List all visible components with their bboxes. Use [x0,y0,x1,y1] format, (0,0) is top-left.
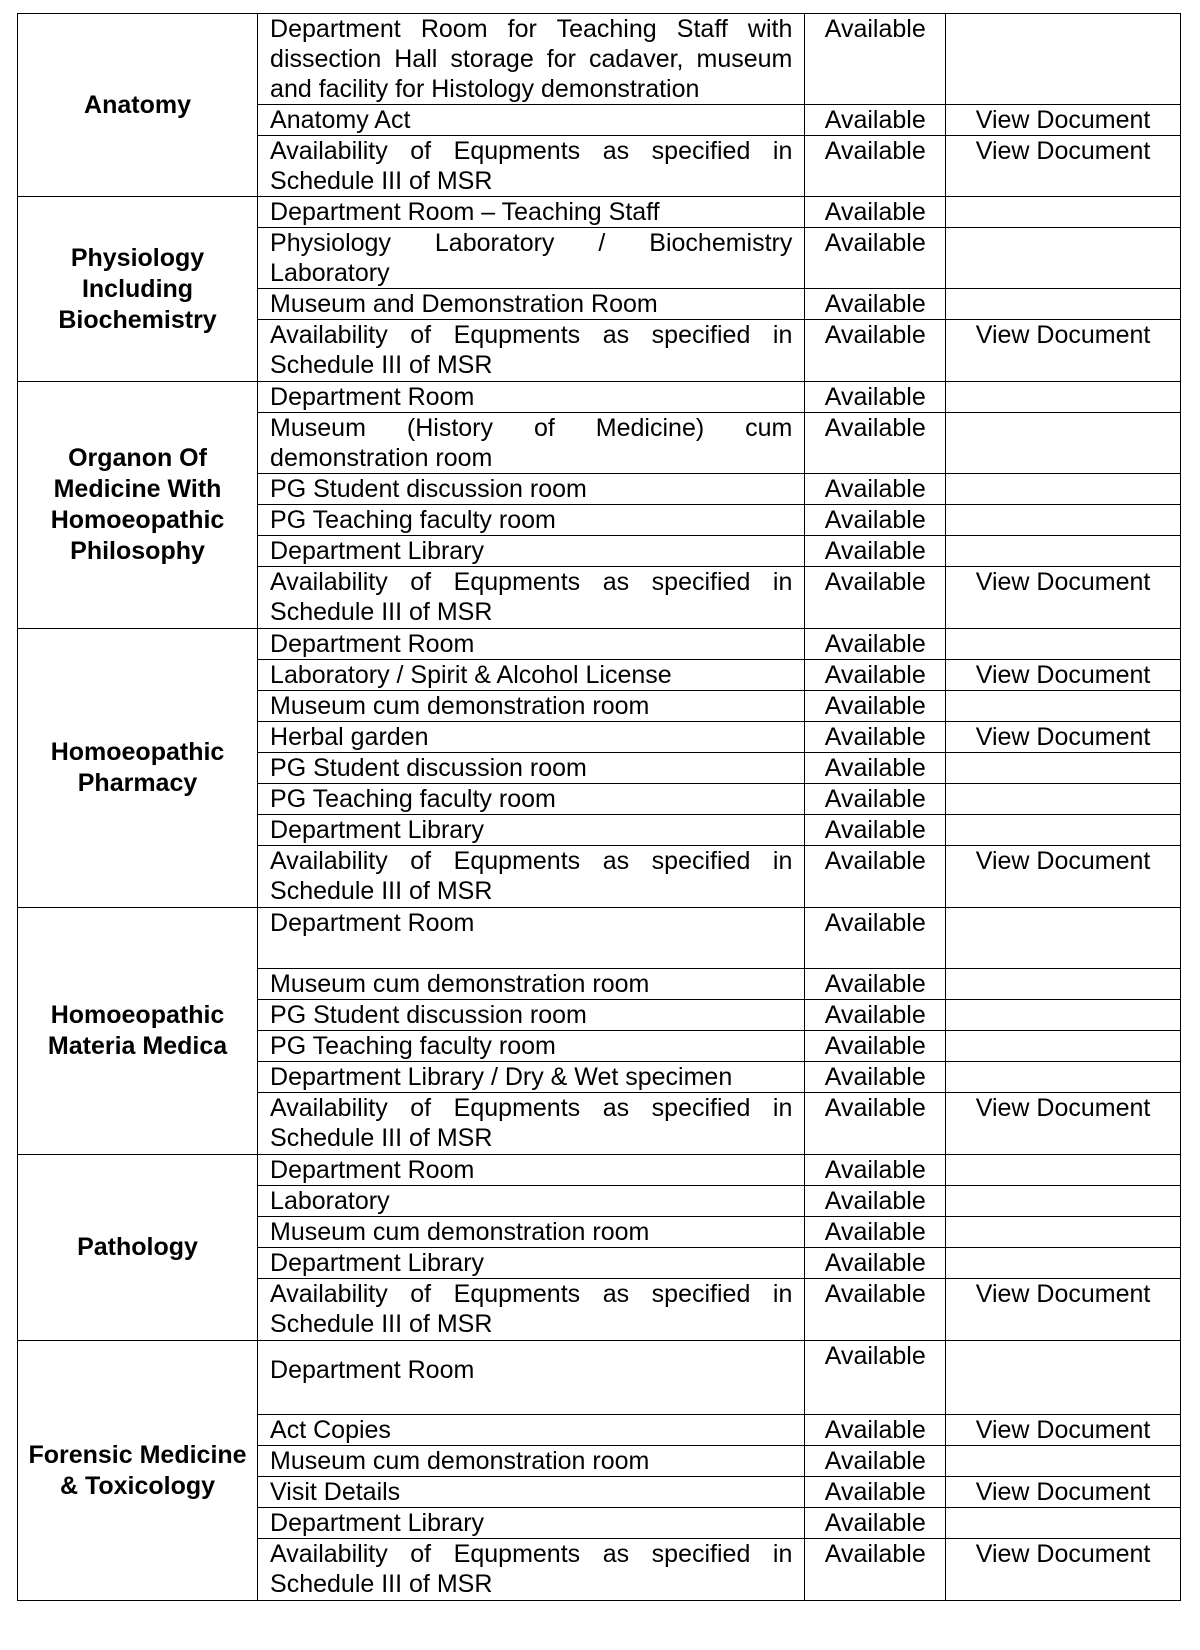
status-cell: Available [805,908,946,969]
status-cell: Available [805,846,946,908]
status-cell: Available [805,413,946,474]
document-cell [946,197,1181,228]
facility-cell: Department Room [258,1155,805,1186]
view-document-link[interactable]: View Document [975,137,1151,165]
facility-cell: Department Room [258,629,805,660]
view-document-link[interactable]: View Document [975,847,1151,875]
status-cell: Available [805,1217,946,1248]
status-cell: Available [805,1539,946,1601]
document-cell [946,1539,1181,1601]
document-cell [946,722,1181,753]
facility-cell: Laboratory / Spirit & Alcohol License [258,660,805,691]
facility-cell: PG Teaching faculty room [258,784,805,815]
document-cell [946,1415,1181,1446]
document-cell [946,289,1181,320]
facility-cell: Department Library [258,1248,805,1279]
view-document-link[interactable]: View Document [975,1280,1151,1308]
status-cell: Available [805,320,946,382]
status-cell: Available [805,14,946,105]
facility-cell: Department Room for Teaching Staff with dissection Hall storage for cadaver, museum and facility for Histology demonstration [258,14,805,105]
document-cell [946,1446,1181,1477]
document-cell [946,228,1181,289]
facility-cell: Department Room [258,908,805,969]
facility-cell: PG Student discussion room [258,474,805,505]
table-row [18,908,1181,969]
facilities-table [17,13,1181,1601]
facility-cell: Anatomy Act [258,105,805,136]
status-cell: Available [805,1508,946,1539]
facility-cell: Act Copies [258,1415,805,1446]
status-cell: Available [805,474,946,505]
status-cell: Available [805,1155,946,1186]
view-document-link[interactable]: View Document [975,106,1151,134]
document-cell [946,413,1181,474]
document-cell [946,474,1181,505]
facility-cell: Department Library [258,815,805,846]
status-cell: Available [805,1415,946,1446]
status-cell: Available [805,1031,946,1062]
document-cell [946,1000,1181,1031]
document-cell [946,908,1181,969]
facility-cell: Availability of Equpments as specified in Schedule III of MSR [258,136,805,197]
status-cell: Available [805,289,946,320]
facility-cell: Museum (History of Medicine) cum demonstration room [258,413,805,474]
status-cell: Available [805,1062,946,1093]
facility-cell: Physiology Laboratory / Biochemistry Laboratory [258,228,805,289]
department-name: Anatomy [18,14,258,197]
status-cell: Available [805,136,946,197]
facility-cell: Availability of Equpments as specified in Schedule III of MSR [258,1093,805,1155]
document-cell [946,14,1181,105]
facility-cell: Department Library / Dry & Wet specimen [258,1062,805,1093]
facility-cell: PG Teaching faculty room [258,1031,805,1062]
department-name: Organon Of Medicine With Homoeopathic Philosophy [18,382,258,629]
document-cell [946,846,1181,908]
view-document-link[interactable]: View Document [975,1094,1151,1122]
document-cell [946,567,1181,629]
status-cell: Available [805,722,946,753]
document-cell [946,505,1181,536]
facility-cell: Herbal garden [258,722,805,753]
view-document-link[interactable]: View Document [975,661,1151,689]
status-cell: Available [805,228,946,289]
facility-cell: PG Teaching faculty room [258,505,805,536]
document-cell [946,1248,1181,1279]
facility-cell: Museum and Demonstration Room [258,289,805,320]
document-cell [946,1508,1181,1539]
view-document-link[interactable]: View Document [975,1416,1151,1444]
view-document-link[interactable]: View Document [975,321,1151,349]
facility-cell: Department Library [258,536,805,567]
facility-cell: Department Room – Teaching Staff [258,197,805,228]
document-cell [946,536,1181,567]
facility-cell: Availability of Equpments as specified in Schedule III of MSR [258,1539,805,1601]
status-cell: Available [805,197,946,228]
facility-cell: Department Room [258,1341,805,1415]
status-cell: Available [805,660,946,691]
table-row [18,197,1181,228]
document-cell [946,629,1181,660]
document-cell [946,136,1181,197]
facility-cell: Museum cum demonstration room [258,691,805,722]
document-cell [946,815,1181,846]
status-cell: Available [805,1279,946,1341]
status-cell: Available [805,753,946,784]
document-cell [946,1093,1181,1155]
facility-cell: PG Student discussion room [258,1000,805,1031]
status-cell: Available [805,629,946,660]
document-cell [946,1155,1181,1186]
status-cell: Available [805,1186,946,1217]
facility-cell: Availability of Equpments as specified in Schedule III of MSR [258,846,805,908]
view-document-link[interactable]: View Document [975,568,1151,596]
document-cell [946,382,1181,413]
status-cell: Available [805,1093,946,1155]
status-cell: Available [805,536,946,567]
status-cell: Available [805,105,946,136]
status-cell: Available [805,784,946,815]
document-cell [946,1341,1181,1415]
document-cell [946,1031,1181,1062]
table-row [18,1341,1181,1415]
facility-cell: Department Library [258,1508,805,1539]
document-cell [946,320,1181,382]
facility-cell: Availability of Equpments as specified in Schedule III of MSR [258,567,805,629]
department-name: Homoeopathic Materia Medica [18,908,258,1155]
document-cell [946,1186,1181,1217]
department-name: Pathology [18,1155,258,1341]
status-cell: Available [805,567,946,629]
document-cell [946,1279,1181,1341]
status-cell: Available [805,1477,946,1508]
facility-cell: Department Room [258,382,805,413]
status-cell: Available [805,505,946,536]
document-cell [946,105,1181,136]
document-cell [946,1477,1181,1508]
facility-cell: Visit Details [258,1477,805,1508]
document-cell [946,753,1181,784]
status-cell: Available [805,1341,946,1415]
facility-cell: PG Student discussion room [258,753,805,784]
status-cell: Available [805,691,946,722]
department-name: Physiology Including Biochemistry [18,197,258,382]
facility-cell: Museum cum demonstration room [258,1446,805,1477]
document-cell [946,969,1181,1000]
table-row [18,382,1181,413]
facility-cell: Availability of Equpments as specified in Schedule III of MSR [258,320,805,382]
table-row [18,629,1181,660]
document-cell [946,1062,1181,1093]
status-cell: Available [805,382,946,413]
document-cell [946,784,1181,815]
table-body [18,14,1181,1601]
status-cell: Available [805,815,946,846]
status-cell: Available [805,1446,946,1477]
department-name: Homoeopathic Pharmacy [18,629,258,908]
status-cell: Available [805,1000,946,1031]
facility-cell: Laboratory [258,1186,805,1217]
status-cell: Available [805,1248,946,1279]
view-document-link[interactable]: View Document [975,723,1151,751]
status-cell: Available [805,969,946,1000]
table-row [18,14,1181,105]
department-name: Forensic Medicine & Toxicology [18,1341,258,1601]
document-cell [946,660,1181,691]
facility-cell: Availability of Equpments as specified in Schedule III of MSR [258,1279,805,1341]
table-row [18,1155,1181,1186]
view-document-link[interactable]: View Document [975,1478,1151,1506]
facility-cell: Museum cum demonstration room [258,1217,805,1248]
document-cell [946,691,1181,722]
facility-cell: Museum cum demonstration room [258,969,805,1000]
document-cell [946,1217,1181,1248]
view-document-link[interactable]: View Document [975,1540,1151,1568]
